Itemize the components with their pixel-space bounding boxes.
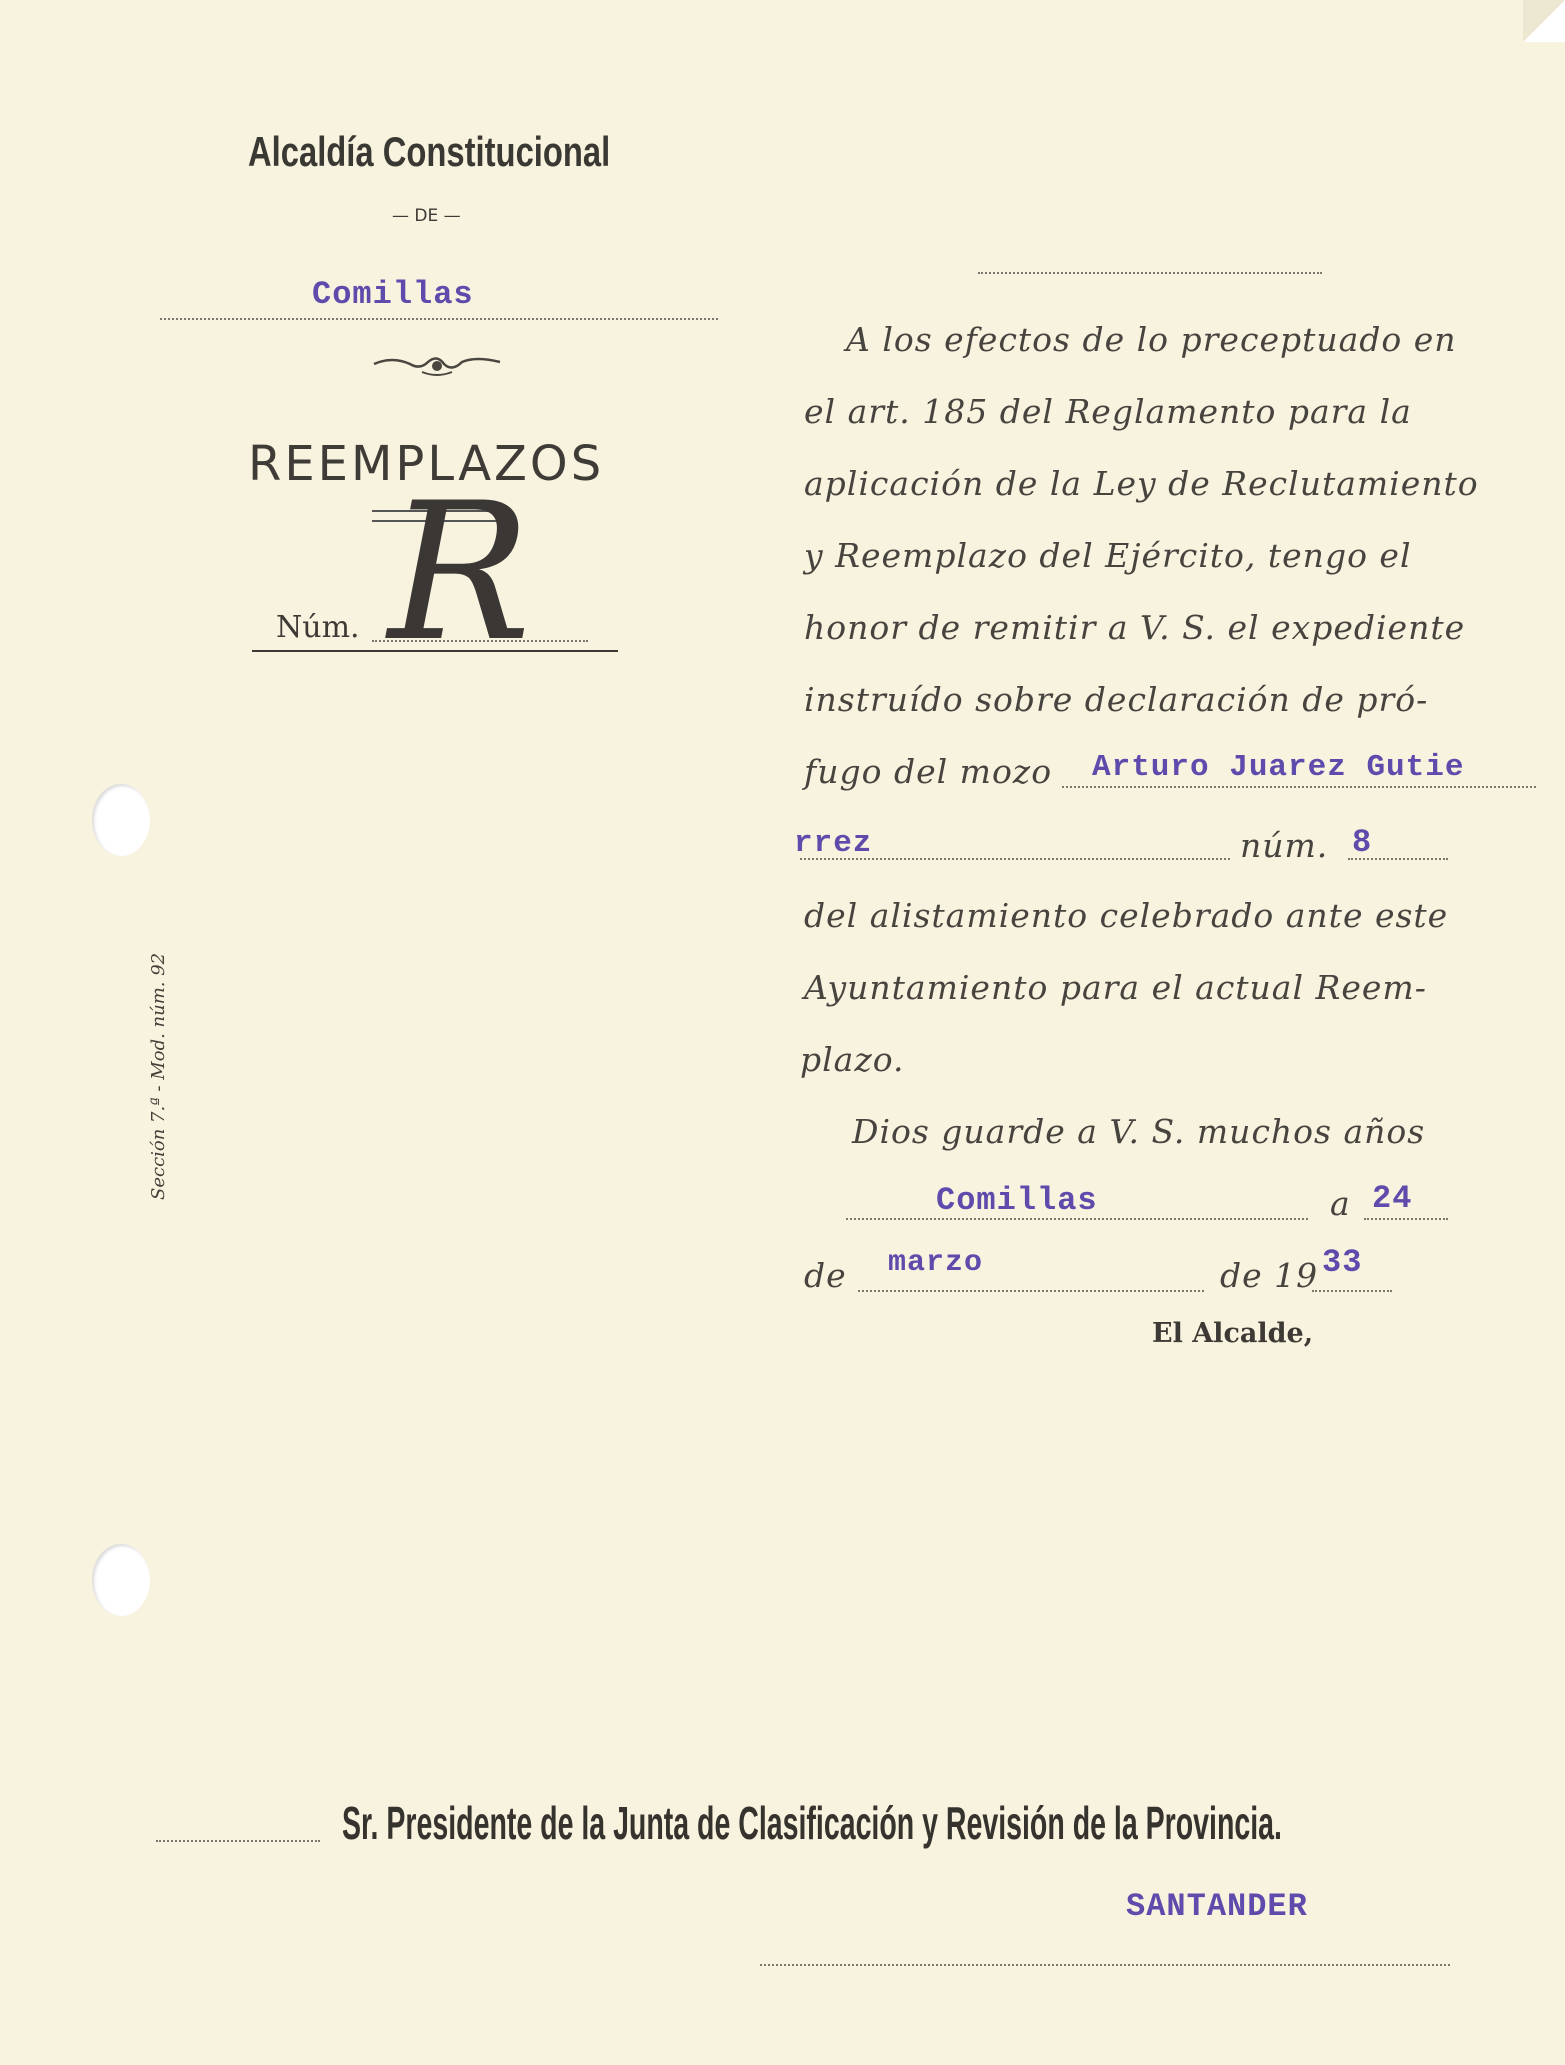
ornament-flourish-icon bbox=[372, 352, 502, 378]
year-dotted-line bbox=[1312, 1290, 1392, 1292]
date-month: marzo bbox=[888, 1246, 984, 1280]
closing-line-1: del alistamiento celebrado ante este bbox=[804, 896, 1449, 935]
num-label-body: núm. bbox=[1240, 826, 1329, 865]
mozo-name-part1: Arturo Juarez Gutie bbox=[1092, 750, 1465, 785]
year-label: de 19 bbox=[1220, 1256, 1319, 1295]
form-model-label: Sección 7.ª - Mod. núm. 92 bbox=[148, 952, 169, 1200]
punch-hole-top bbox=[92, 784, 150, 856]
office-title: Alcaldía Constitucional bbox=[248, 128, 611, 175]
body-line-3: aplicación de la Ley de Reclutamiento bbox=[804, 464, 1479, 503]
body-line-5: honor de remitir a V. S. el expediente bbox=[804, 608, 1466, 647]
folded-corner bbox=[1523, 0, 1565, 42]
mozo-dotted-line bbox=[1062, 786, 1536, 788]
body-line-4: y Reemplazo del Ejército, tengo el bbox=[804, 536, 1412, 575]
bottom-dotted-line bbox=[760, 1964, 1450, 1966]
town-name: Comillas bbox=[312, 276, 474, 313]
punch-hole-bottom bbox=[92, 1544, 150, 1616]
closing-line-3: plazo. bbox=[800, 1040, 905, 1079]
addressee: Sr. Presidente de la Junta de Clasificación y Revisión de la Provincia. bbox=[342, 1797, 1282, 1849]
top-right-dotted-line bbox=[978, 272, 1322, 274]
mozo-number: 8 bbox=[1352, 824, 1373, 861]
date-year-suffix: 33 bbox=[1322, 1244, 1363, 1281]
body-line-6: instruído sobre declaración de pró- bbox=[804, 680, 1429, 719]
a-label: a bbox=[1330, 1184, 1351, 1223]
de-label: — DE — bbox=[392, 206, 461, 226]
addressee-city: SANTANDER bbox=[1126, 1888, 1308, 1925]
handwritten-num-mark: R bbox=[388, 462, 532, 683]
num-label: Núm. bbox=[276, 610, 360, 645]
mozo-name-part2: rrez bbox=[794, 826, 873, 861]
de-month-label: de bbox=[804, 1256, 847, 1295]
day-dotted-line bbox=[1364, 1218, 1448, 1220]
department-title: REEMPLAZOS bbox=[248, 436, 605, 492]
mozo-line2-dotted bbox=[800, 858, 1230, 860]
date-day: 24 bbox=[1372, 1180, 1413, 1217]
addressee-dotted-line bbox=[156, 1840, 320, 1842]
place-name: Comillas bbox=[936, 1182, 1098, 1219]
salutation: Dios guarde a V. S. muchos años bbox=[852, 1112, 1426, 1151]
mozo-label: fugo del mozo bbox=[804, 752, 1053, 791]
signature-label: El Alcalde, bbox=[1152, 1318, 1314, 1349]
body-line-1: A los efectos de lo preceptuado en bbox=[846, 320, 1457, 359]
body-line-2: el art. 185 del Reglamento para la bbox=[804, 392, 1412, 431]
month-dotted-line bbox=[858, 1290, 1204, 1292]
closing-line-2: Ayuntamiento para el actual Reem- bbox=[804, 968, 1427, 1007]
town-dotted-line bbox=[160, 318, 718, 320]
